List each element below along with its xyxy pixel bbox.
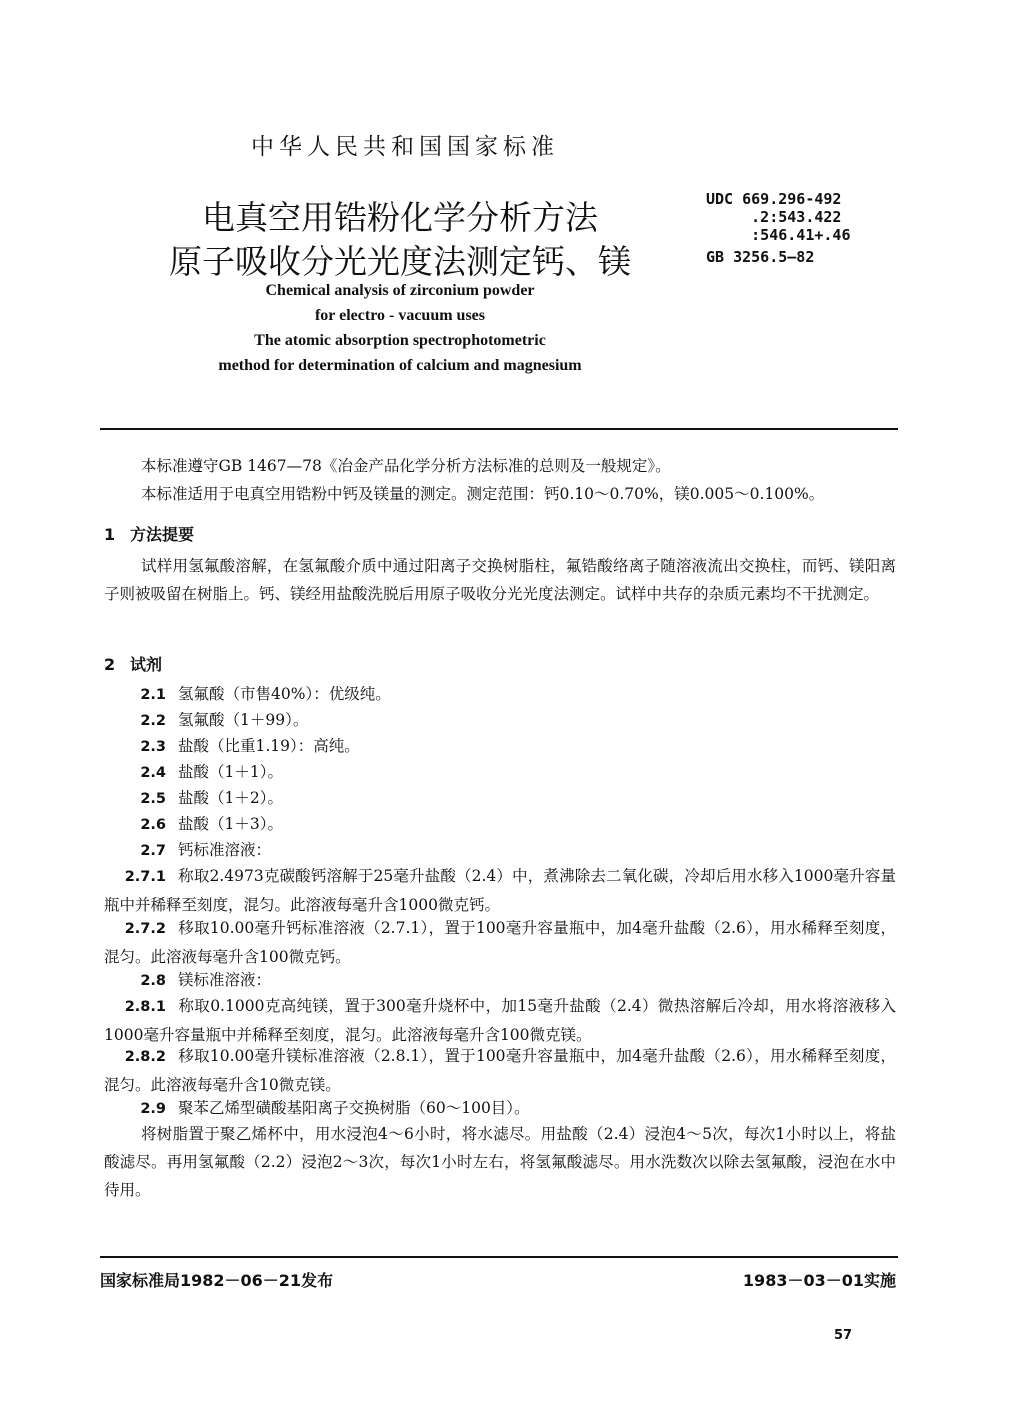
item-number: 2.8.1 <box>124 999 166 1015</box>
item-number: 2.7.2 <box>124 921 166 937</box>
reagent-item <box>104 706 896 735</box>
item-text: 盐酸（1＋3）。 <box>178 815 283 833</box>
section-number: 2 <box>104 655 116 674</box>
item-text: 氢氟酸（市售40%）：优级纯。 <box>178 685 391 703</box>
intro-paragraph: 本标准遵守GB 1467—78《冶金产品化学分析方法标准的总则及一般规定》。 <box>141 457 671 475</box>
item-number: 2.8.2 <box>124 1049 166 1065</box>
item-text: 称取0.1000克高纯镁，置于300毫升烧杯中，加15毫升盐酸（2.4）微热溶解后冷却，用水将溶液移入1000毫升容量瓶中并稀释至刻度，混匀。此溶液每毫升含100微克镁。 <box>104 997 896 1044</box>
title-chinese-line2: 原子吸收分光光度法测定钙、镁 <box>169 242 631 281</box>
intro-paragraph: 本标准适用于电真空用锆粉中钙及镁量的测定。测定范围：钙0.10～0.70%，镁0.005～0.100%。 <box>141 485 825 503</box>
title-english-line: The atomic absorption spectrophotometric <box>254 332 546 349</box>
reagent-item <box>104 732 896 761</box>
reagent-subitem <box>104 992 896 1049</box>
udc-line: .2:543.422 <box>706 208 842 226</box>
reagent-item <box>104 810 896 839</box>
udc-line: UDC 669.296-492 <box>706 190 842 208</box>
item-number: 2.2 <box>140 713 166 729</box>
title-english-line: method for determination of calcium and magnesium <box>218 357 582 374</box>
udc-line: :546.41+.46 <box>706 226 851 244</box>
resin-preparation-paragraph: 将树脂置于聚乙烯杯中，用水浸泡4～6小时，将水滤尽。用盐酸（2.4）浸泡4～5次，每次1小时以上，将盐酸滤尽。再用氢氟酸（2.2）浸泡2～3次，每次1小时左右，将氢氟酸滤尽。用水洗数次以除去氢氟酸，浸泡在水中待用。 <box>104 1125 896 1199</box>
item-number: 2.8 <box>140 973 166 989</box>
item-number: 2.9 <box>140 1101 166 1117</box>
item-text: 移取10.00毫升镁标准溶液（2.8.1），置于100毫升容量瓶中，加4毫升盐酸（2.6），用水稀释至刻度，混匀。此溶液每毫升含10微克镁。 <box>104 1047 896 1094</box>
reagent-item <box>104 784 896 813</box>
reagent-item <box>104 758 896 787</box>
item-text: 盐酸（1＋1）。 <box>178 763 283 781</box>
title-english-line: Chemical analysis of zirconium powder <box>265 282 535 299</box>
method-summary-paragraph: 试样用氢氟酸溶解，在氢氟酸介质中通过阳离子交换树脂柱，氟锆酸络离子随溶液流出交换柱，而钙、镁阳离子则被吸留在树脂上。钙、镁经用盐酸洗脱后用原子吸收分光光度法测定。试样中共存的杂质元素均不干扰测定。 <box>104 557 896 603</box>
reagent-item <box>104 1094 896 1123</box>
title-chinese-line1: 电真空用锆粉化学分析方法 <box>202 198 598 237</box>
udc-classification <box>706 190 851 266</box>
item-number: 2.7.1 <box>124 869 166 885</box>
reagent-item <box>104 836 896 865</box>
item-text: 移取10.00毫升钙标准溶液（2.7.1），置于100毫升容量瓶中，加4毫升盐酸（2.6），用水稀释至刻度，混匀。此溶液每毫升含100微克钙。 <box>104 919 896 966</box>
reagent-item <box>104 680 896 709</box>
title-english <box>120 278 680 378</box>
header-divider <box>100 428 898 430</box>
item-text: 盐酸（1＋2）。 <box>178 789 283 807</box>
page-number: 57 <box>834 1328 853 1343</box>
reagent-subitem <box>104 914 896 971</box>
item-number: 2.3 <box>140 739 166 755</box>
issue-date: 国家标准局1982－06－21发布 <box>100 1271 334 1290</box>
item-number: 2.4 <box>140 765 166 781</box>
item-text: 钙标准溶液： <box>178 841 272 859</box>
footer-divider <box>100 1256 898 1258</box>
item-number: 2.7 <box>140 843 166 859</box>
item-text: 盐酸（比重1.19）：高纯。 <box>178 737 360 755</box>
reagent-item <box>104 966 896 995</box>
item-text: 氢氟酸（1＋99）。 <box>178 711 309 729</box>
item-number: 2.1 <box>140 687 166 703</box>
item-text: 镁标准溶液： <box>178 971 272 989</box>
item-number: 2.6 <box>140 817 166 833</box>
item-text: 聚苯乙烯型磺酸基阳离子交换树脂（60～100目）。 <box>178 1099 530 1117</box>
reagent-subitem <box>104 1042 896 1099</box>
issuing-authority: 中华人民共和国国家标准 <box>251 134 559 160</box>
item-number: 2.5 <box>140 791 166 807</box>
reagent-subitem <box>104 862 896 919</box>
standard-number: GB 3256.5—82 <box>706 248 815 266</box>
section-heading-reagents <box>104 652 162 675</box>
section-number: 1 <box>104 525 116 544</box>
section-title: 方法提要 <box>130 525 195 544</box>
title-english-line: for electro - vacuum uses <box>314 307 486 324</box>
item-text: 称取2.4973克碳酸钙溶解于25毫升盐酸（2.4）中，煮沸除去二氧化碳，冷却后用水移入1000毫升容量瓶中并稀释至刻度，混匀。此溶液每毫升含1000微克钙。 <box>104 867 896 914</box>
effective-date: 1983－03－01实施 <box>742 1271 896 1290</box>
section-heading-method <box>104 522 194 545</box>
section-title: 试剂 <box>130 655 163 674</box>
